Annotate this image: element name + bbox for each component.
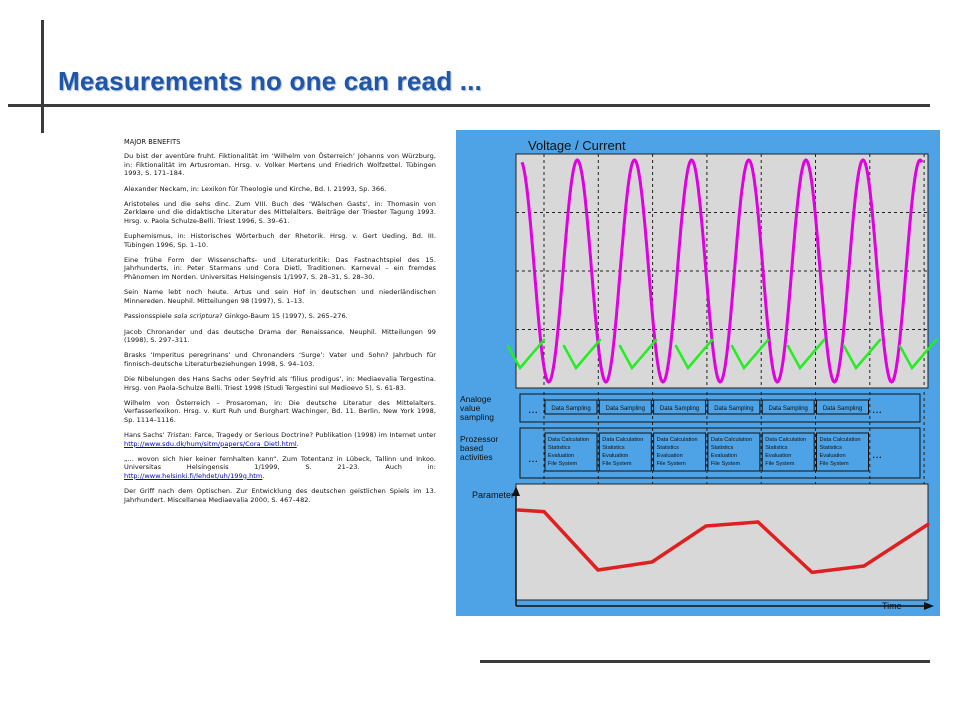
processor-activity-label: Evaluation bbox=[765, 453, 792, 459]
parameter-point bbox=[926, 523, 929, 526]
processor-activities-label: based bbox=[460, 443, 484, 453]
reference-entry bbox=[124, 200, 436, 225]
analogue-sampling-label: sampling bbox=[460, 412, 495, 422]
processor-activity-label: Statistics bbox=[819, 445, 842, 451]
parameter-panel bbox=[516, 484, 928, 600]
processor-activity-label: Statistics bbox=[548, 445, 571, 451]
slide-title: Measurements no one can read ... bbox=[58, 66, 482, 96]
processor-activity-label: Evaluation bbox=[819, 453, 846, 459]
reference-text: Du bist der aventüre fruht. Fiktionalität im ‘Wilhelm von Österreich’ Johanns von Würzburg, in: Fiktionalität im Artusroman. Hrsg. v. Volker Mertens und Friedrich Wolfzettel. Tübingen 1993, S. 171–184. bbox=[124, 152, 436, 178]
decor-bottom-line bbox=[480, 660, 930, 663]
parameter-point bbox=[516, 508, 519, 511]
decor-horizontal-line bbox=[8, 104, 930, 107]
reference-link[interactable]: http://www.helsinki.fi/lehdet/uh/199g.htm bbox=[124, 471, 263, 480]
sampling-ellipsis-left: ... bbox=[528, 402, 539, 416]
sampling-ellipsis-right: ... bbox=[872, 402, 883, 416]
processor-activity-label: Data Calculation bbox=[819, 437, 861, 443]
processor-activity-label: Evaluation bbox=[656, 453, 683, 459]
processor-activity-label: File System bbox=[548, 461, 578, 467]
document-heading: MAJOR BENEFITS bbox=[124, 138, 181, 146]
parameter-point bbox=[650, 560, 653, 563]
processor-activity-label: Data Calculation bbox=[602, 437, 644, 443]
document-excerpt bbox=[124, 138, 436, 511]
reference-title-italic: Tristan bbox=[167, 431, 190, 440]
data-sampling-label: Data Sampling bbox=[714, 406, 754, 412]
reference-text: Der Griff nach dem Optischen. Zur Entwicklung des deutschen geistlichen Spiels im 13. Jahrhundert. Miscellanea Mediaevalia 2000, S. 467–482. bbox=[124, 487, 436, 504]
processor-activity-label: Evaluation bbox=[602, 453, 629, 459]
reference-list bbox=[124, 152, 436, 504]
reference-entry bbox=[124, 399, 436, 424]
reference-text: Eine frühe Form der Wissenschafts- und Literaturkritik: Das Fastnachtspiel des 15. Jahrhunderts, in: Peter Starmans und Cora Dietl, Traditionen. Karneval – ein fremdes Phänomen im Norden. Universitas Helsingensis 1/1997, S. 28–31, S. 28–30. bbox=[124, 256, 436, 281]
processor-activity-label: Statistics bbox=[656, 445, 679, 451]
processor-activity-label: Data Calculation bbox=[765, 437, 807, 443]
reference-text: Brasks ‘Imperitus peregrinans’ und Chronanders ‘Surge’: Vater und Sohn? Jahrbuch für finnisch-deutsche Literaturbeziehungen 1998, S. 94–103. bbox=[124, 351, 436, 368]
reference-text: Aristoteles und die sehs dinc. Zum VIII. Buch des ‘Wälschen Gasts’, in: Thomasin von Zerklære und die didaktische Literatur des Mittelalters. Beiträge der Triester Tagung 1993. Hrsg. v. Paola Schulze-Belli. Triest 1996, S. 39–61. bbox=[124, 200, 436, 225]
analogue-sampling-label: Analoge bbox=[460, 394, 492, 404]
processor-activity-label: Statistics bbox=[602, 445, 625, 451]
processor-activity-label: File System bbox=[819, 461, 849, 467]
reference-text: Hans Sachs’ bbox=[124, 431, 168, 440]
reference-text: „... wovon sich hier keiner fernhalten kann“. Zum Totentanz in Lübeck, Tallinn und Inkoo. Universitas Helsingensis 1/1999, S. 21–23. Auch in: bbox=[124, 454, 436, 472]
data-sampling-label: Data Sampling bbox=[551, 406, 591, 412]
time-label: Time bbox=[882, 601, 902, 611]
reference-entry bbox=[124, 487, 436, 504]
processor-activity-label: File System bbox=[602, 461, 632, 467]
analogue-sampling-label: value bbox=[460, 403, 481, 413]
processor-activity-label: Data Calculation bbox=[710, 437, 752, 443]
reference-text: Alexander Neckam, in: Lexikon für Theologie und Kirche, Bd. I. 21993, Sp. 366. bbox=[124, 184, 387, 193]
reference-text: Wilhelm von Österreich – Prosaroman, in: Die deutsche Literatur des Mittelalters. Verfasserlexikon. Hrsg. v. Kurt Ruh und Burghart Wachinger, Bd. 11. Berlin, New York 1998, Sp. 1114–1116. bbox=[124, 398, 436, 424]
processor-activities-label: activities bbox=[460, 452, 493, 462]
parameter-point bbox=[596, 568, 599, 571]
processor-activities-label: Prozessor bbox=[460, 434, 499, 444]
reference-text: : Farce, Tragedy or Serious Doctrine? Publikation (1998) im Internet unter bbox=[189, 431, 436, 440]
processor-activity-label: File System bbox=[710, 461, 741, 467]
processor-activity-label: Data Calculation bbox=[548, 437, 590, 443]
reference-entry bbox=[124, 256, 436, 281]
data-sampling-label: Data Sampling bbox=[768, 406, 808, 412]
processor-activity-label: File System bbox=[765, 461, 795, 467]
reference-entry bbox=[124, 375, 436, 392]
parameter-point bbox=[704, 524, 707, 527]
parameter-point bbox=[810, 571, 813, 574]
measurement-figure bbox=[456, 130, 940, 616]
processor-activity-label: Statistics bbox=[765, 445, 788, 451]
reference-text: Passionsspiele bbox=[124, 312, 174, 321]
reference-entry bbox=[124, 351, 436, 368]
reference-entry bbox=[124, 328, 436, 345]
reference-text: Euphemismus, in: Historisches Wörterbuch der Rhetorik. Hrsg. v. Gert Ueding, Bd. III. Tübingen 1996, Sp. 1–10. bbox=[124, 232, 436, 249]
reference-link[interactable]: http://www.sdu.dk/hum/sitm/papers/Cora_Dietl.html bbox=[124, 439, 297, 448]
processor-activity-label: Evaluation bbox=[710, 453, 738, 459]
reference-text: ? Ginkgo-Baum 15 (1997), S. 265–276. bbox=[219, 312, 348, 321]
data-sampling-label: Data Sampling bbox=[605, 406, 645, 412]
decor-vertical-line bbox=[41, 20, 44, 133]
reference-text: Sein Name lebt noch heute. Artus und sein Hof in deutschen und niederländischen Minnereden. Neuphil. Mitteilungen 98 (1997), S. 1–13. bbox=[124, 288, 436, 305]
voltage-title: Voltage / Current bbox=[528, 138, 626, 153]
processor-activity-label: Data Calculation bbox=[656, 437, 698, 443]
reference-text: . bbox=[262, 471, 265, 480]
parameter-point bbox=[862, 564, 865, 567]
reference-entry bbox=[124, 288, 436, 305]
parameter-label: Parameter bbox=[472, 490, 515, 500]
reference-entry bbox=[124, 431, 436, 448]
reference-entry bbox=[124, 185, 436, 193]
reference-text: Die Nibelungen des Hans Sachs oder Seyfrid als ‘filius prodigus’, in: Mediaevalia Tergestina. Hrsg. von Paola-Schulze Belli. Triest 1998 (Studi Tergestini sul Medioevo 5), S. 61-83. bbox=[124, 375, 436, 392]
parameter-point bbox=[542, 510, 545, 513]
processor-activity-label: File System bbox=[656, 461, 686, 467]
data-sampling-label: Data Sampling bbox=[659, 406, 700, 412]
reference-text: . bbox=[296, 439, 299, 448]
activities-ellipsis-right: ... bbox=[872, 447, 883, 461]
parameter-point bbox=[756, 520, 759, 523]
reference-entry bbox=[124, 152, 436, 177]
activities-ellipsis-left: ... bbox=[528, 451, 539, 465]
reference-entry bbox=[124, 455, 436, 480]
processor-activity-label: Statistics bbox=[710, 445, 734, 451]
processor-activity-label: Evaluation bbox=[548, 453, 575, 459]
reference-text: Jacob Chronander und das deutsche Drama der Renaissance. Neuphil. Mitteilungen 99 (1998), S. 297–311. bbox=[124, 327, 436, 344]
reference-title-italic: sola scriptura bbox=[173, 312, 220, 321]
reference-entry bbox=[124, 312, 436, 320]
data-sampling-label: Data Sampling bbox=[822, 406, 863, 412]
reference-entry bbox=[124, 232, 436, 249]
